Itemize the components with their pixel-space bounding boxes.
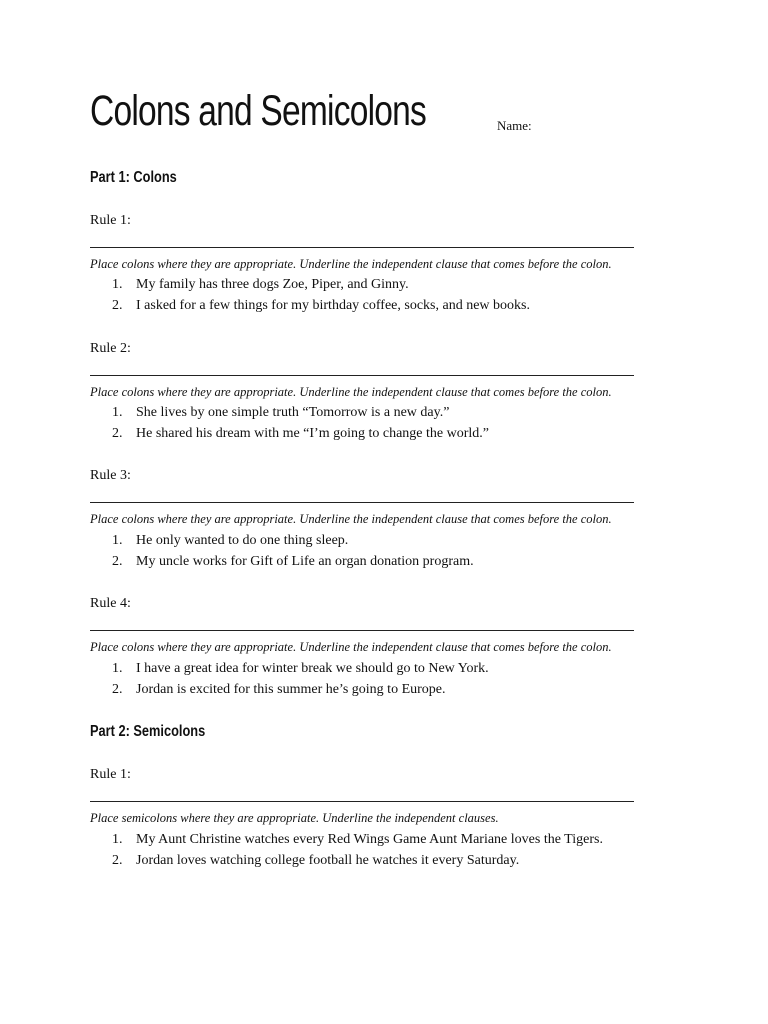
- item-number: 1.: [112, 832, 123, 847]
- part2-rule1-item2: [112, 854, 519, 868]
- item-text: My family has three dogs Zoe, Piper, and Ginny.: [136, 277, 409, 292]
- item-number: 1.: [112, 661, 123, 676]
- item-number: 2.: [112, 554, 123, 569]
- item-text: She lives by one simple truth “Tomorrow is a new day.”: [136, 405, 450, 420]
- part1-rule4-answer-line[interactable]: [90, 630, 634, 631]
- part1-rule1-answer-line[interactable]: [90, 247, 634, 248]
- part1-rule3-label: Rule 3:: [90, 468, 131, 483]
- item-number: 1.: [112, 277, 123, 292]
- part1-rule2-answer-line[interactable]: [90, 375, 634, 376]
- item-number: 1.: [112, 405, 123, 420]
- part1-rule3-instruction: Place colons where they are appropriate. Underline the independent clause that comes before the colon.: [90, 512, 612, 526]
- part1-rule4-item2: [112, 683, 446, 697]
- item-text: I have a great idea for winter break we should go to New York.: [136, 661, 489, 676]
- part1-rule1-item2: [112, 299, 530, 313]
- part2-heading: Part 2: Semicolons: [90, 723, 206, 740]
- part1-rule4-label: Rule 4:: [90, 596, 131, 611]
- part1-rule3-answer-line[interactable]: [90, 502, 634, 503]
- part2-rule1-answer-line[interactable]: [90, 801, 634, 802]
- item-number: 2.: [112, 853, 123, 868]
- item-text: I asked for a few things for my birthday coffee, socks, and new books.: [136, 298, 530, 313]
- item-number: 1.: [112, 533, 123, 548]
- part1-rule3-item1: [112, 534, 348, 548]
- item-number: 2.: [112, 682, 123, 697]
- part1-rule2-instruction: Place colons where they are appropriate. Underline the independent clause that comes before the colon.: [90, 385, 612, 399]
- item-text: He shared his dream with me “I’m going to change the world.”: [136, 426, 490, 441]
- part1-rule4-instruction: Place colons where they are appropriate. Underline the independent clause that comes before the colon.: [90, 640, 612, 654]
- item-text: Jordan is excited for this summer he’s going to Europe.: [136, 682, 446, 697]
- part1-rule3-item2: [112, 555, 474, 569]
- part1-rule1-item1: [112, 278, 409, 292]
- part1-heading: Part 1: Colons: [90, 169, 177, 186]
- item-text: He only wanted to do one thing sleep.: [136, 533, 349, 548]
- part1-rule1-label: Rule 1:: [90, 213, 131, 228]
- part1-rule2-item1: [112, 406, 449, 420]
- item-number: 2.: [112, 426, 123, 441]
- item-text: My Aunt Christine watches every Red Wings Game Aunt Mariane loves the Tigers.: [136, 832, 603, 847]
- item-text: Jordan loves watching college football he watches it every Saturday.: [136, 853, 520, 868]
- part1-rule2-item2: [112, 427, 489, 441]
- part1-rule2-label: Rule 2:: [90, 341, 131, 356]
- part1-rule1-instruction: Place colons where they are appropriate. Underline the independent clause that comes before the colon.: [90, 257, 612, 271]
- part2-rule1-item1: [112, 833, 603, 847]
- page-title: Colons and Semicolons: [90, 87, 426, 135]
- part2-rule1-instruction: Place semicolons where they are appropriate. Underline the independent clauses.: [90, 811, 499, 825]
- item-text: My uncle works for Gift of Life an organ donation program.: [136, 554, 474, 569]
- part1-rule4-item1: [112, 662, 489, 676]
- name-field-label: Name:: [497, 118, 532, 133]
- item-number: 2.: [112, 298, 123, 313]
- part2-rule1-label: Rule 1:: [90, 767, 131, 782]
